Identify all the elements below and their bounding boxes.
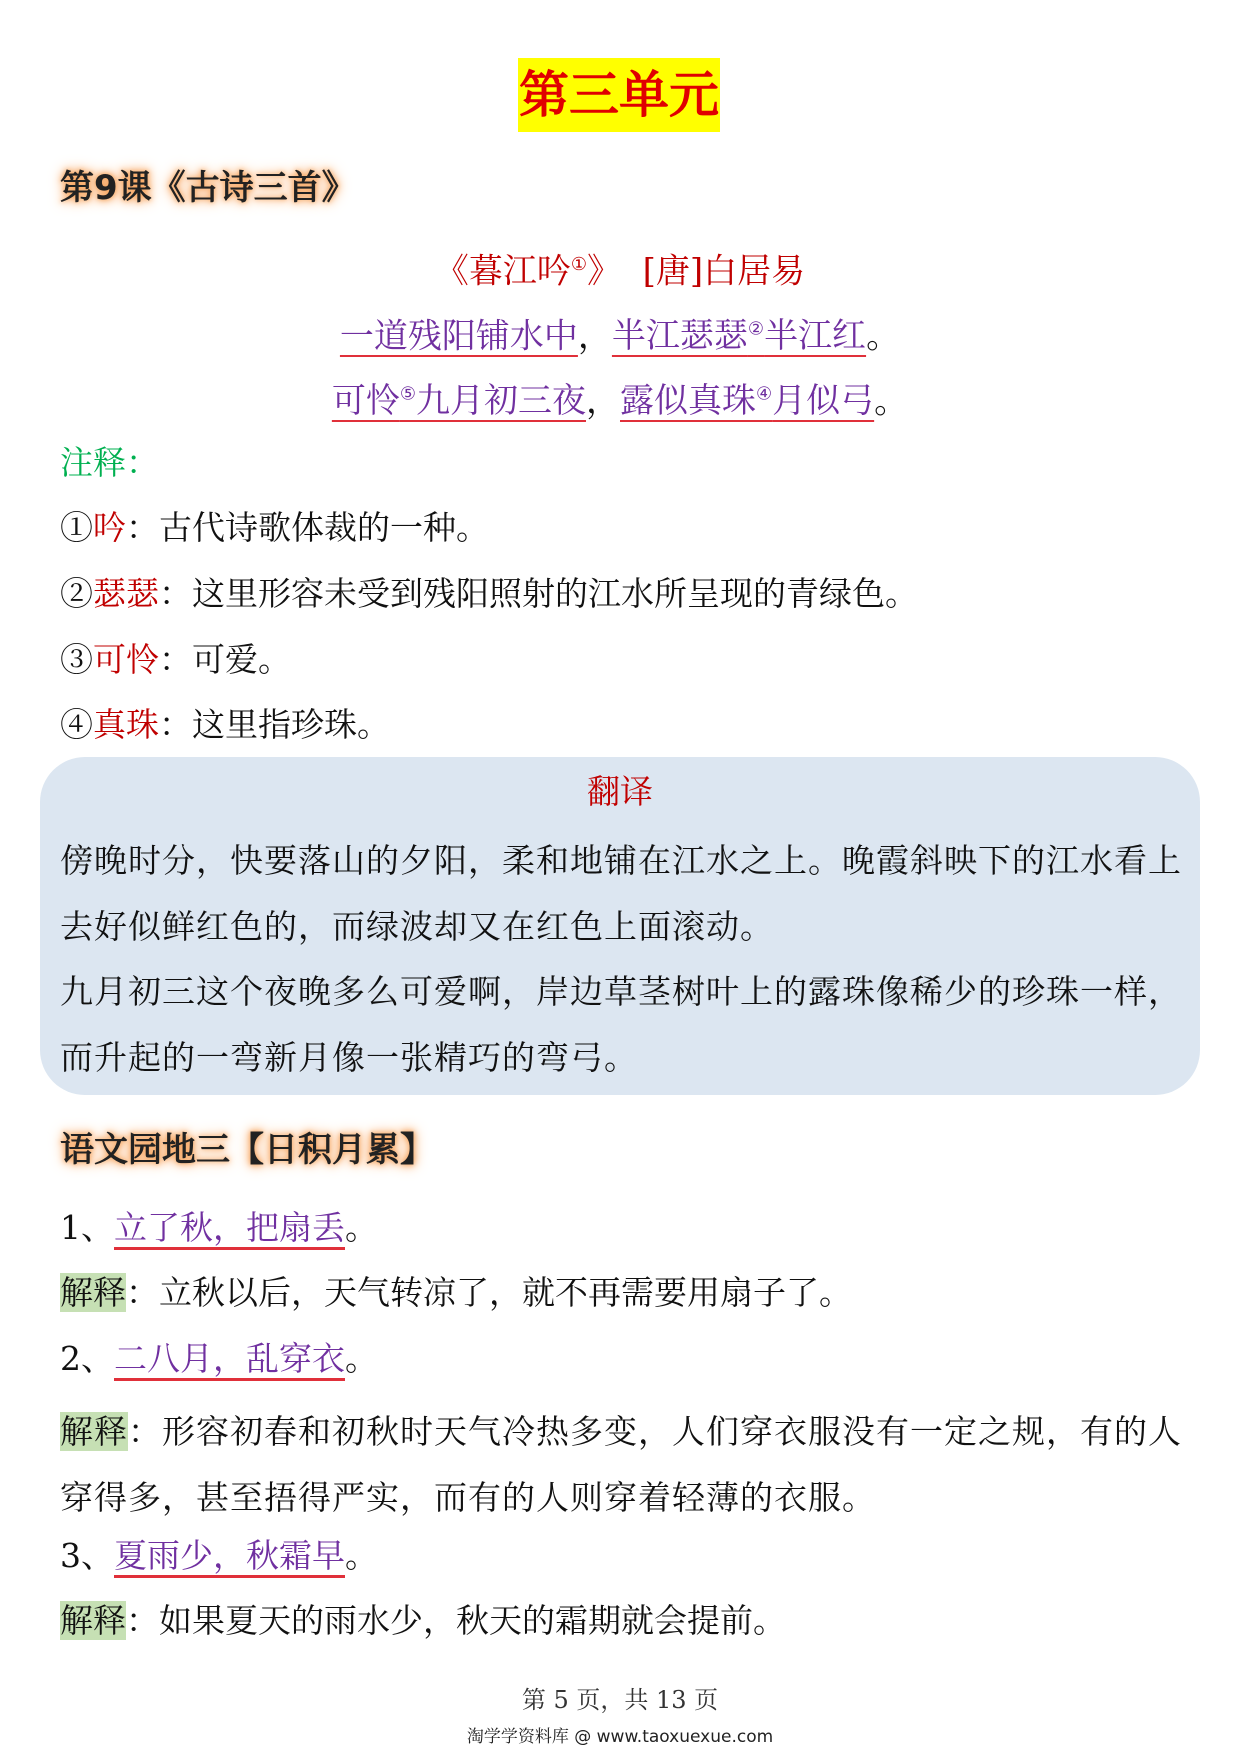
punct: ， xyxy=(577,316,612,357)
note-num: ① xyxy=(60,508,93,547)
saying-num: 1、 xyxy=(60,1208,114,1247)
verse xyxy=(620,381,874,421)
site-watermark: 淘学学资料库 @ www.taoxuexue.com xyxy=(466,1727,774,1747)
punct: ， xyxy=(586,381,620,422)
verse xyxy=(612,316,866,356)
saying-num: 3、 xyxy=(60,1536,114,1575)
poem-name-end: 》 xyxy=(586,251,621,292)
translation-title: 翻译 xyxy=(587,772,653,811)
saying-item xyxy=(60,1334,378,1384)
punct: 。 xyxy=(345,1339,378,1378)
note-text: ：这里指珍珠。 xyxy=(159,705,390,744)
explanation-text: ：如果夏天的雨水少，秋天的霜期就会提前。 xyxy=(126,1601,786,1640)
poem-line-1 xyxy=(0,305,1240,361)
saying-text: 立了秋，把扇丢 xyxy=(114,1208,345,1247)
verse xyxy=(332,381,586,421)
saying-explanation xyxy=(60,1268,852,1318)
page-number: 第 5 页，共 13 页 xyxy=(521,1686,719,1714)
notes-label: 注释： xyxy=(60,443,159,482)
explanation-label: 解释 xyxy=(60,1601,126,1640)
punct: 。 xyxy=(345,1208,378,1247)
translation-paragraph: 九月初三这个夜晚多么可爱啊，岸边草茎树叶上的露珠像稀少的珍珠一样，而升起的一弯新月像一张精巧的弯弓。 xyxy=(60,972,1182,1077)
punct: 。 xyxy=(874,381,909,422)
saying-num: 2、 xyxy=(60,1339,114,1378)
poem-author: [唐]白居易 xyxy=(642,251,806,292)
note-mark: ④ xyxy=(756,384,773,405)
note-term: 吟 xyxy=(93,508,126,547)
saying-item xyxy=(60,1531,378,1581)
note-term: 瑟瑟 xyxy=(93,574,159,613)
note-num: ④ xyxy=(60,705,93,744)
explanation-label: 解释 xyxy=(60,1412,128,1451)
note-mark: ② xyxy=(747,319,765,340)
explanation-text: ：立秋以后，天气转凉了，就不再需要用扇子了。 xyxy=(126,1273,852,1312)
saying-item xyxy=(60,1203,378,1253)
verse-text: 露似真珠 xyxy=(620,381,756,422)
punct: 。 xyxy=(866,316,901,357)
poem-name: 《暮江吟 xyxy=(434,251,571,292)
saying-text: 二八月，乱穿衣 xyxy=(114,1339,345,1378)
note-num: ③ xyxy=(60,640,93,679)
saying-explanation xyxy=(60,1399,1190,1530)
verse: 一道残阳铺水中 xyxy=(339,316,578,357)
explanation-text: ：形容初春和初秋时天气冷热多变，人们穿衣服没有一定之规，有的人穿得多，甚至捂得严实，而有的人则穿着轻薄的衣服。 xyxy=(60,1412,1182,1517)
note-item xyxy=(60,700,390,750)
unit-title: 第三单元 xyxy=(518,58,720,132)
note-mark: ① xyxy=(570,254,587,275)
punct: 。 xyxy=(345,1536,378,1575)
verse-text: 九月初三夜 xyxy=(416,381,586,422)
note-term: 可怜 xyxy=(93,640,159,679)
verse-text: 半江瑟瑟 xyxy=(611,316,748,357)
poem-line-2 xyxy=(0,370,1240,426)
saying-text: 夏雨少，秋霜早 xyxy=(114,1536,345,1575)
verse-text: 可怜 xyxy=(331,381,400,422)
note-text: ：可爱。 xyxy=(159,640,291,679)
note-text: ：这里形容未受到残阳照射的江水所呈现的青绿色。 xyxy=(159,574,918,613)
garden-title: 语文园地三【日积月累】 xyxy=(60,1130,434,1170)
note-text: ：古代诗歌体裁的一种。 xyxy=(126,508,489,547)
saying-explanation xyxy=(60,1596,786,1646)
note-item xyxy=(60,569,918,619)
verse-text: 月似弓 xyxy=(772,381,875,422)
note-item xyxy=(60,503,489,553)
note-item xyxy=(60,635,291,685)
explanation-label: 解释 xyxy=(60,1273,126,1312)
note-term: 真珠 xyxy=(93,705,159,744)
lesson-title: 第9课《古诗三首》 xyxy=(60,168,356,208)
translation-paragraph: 傍晚时分，快要落山的夕阳，柔和地铺在江水之上。晚霞斜映下的江水看上去好似鲜红色的，而绿波却又在红色上面滚动。 xyxy=(60,841,1182,946)
translation-text xyxy=(60,828,1190,1090)
verse-text: 半江红 xyxy=(764,316,867,357)
note-mark: ⑤ xyxy=(399,384,416,405)
note-num: ② xyxy=(60,574,93,613)
poem-title xyxy=(0,240,1240,296)
